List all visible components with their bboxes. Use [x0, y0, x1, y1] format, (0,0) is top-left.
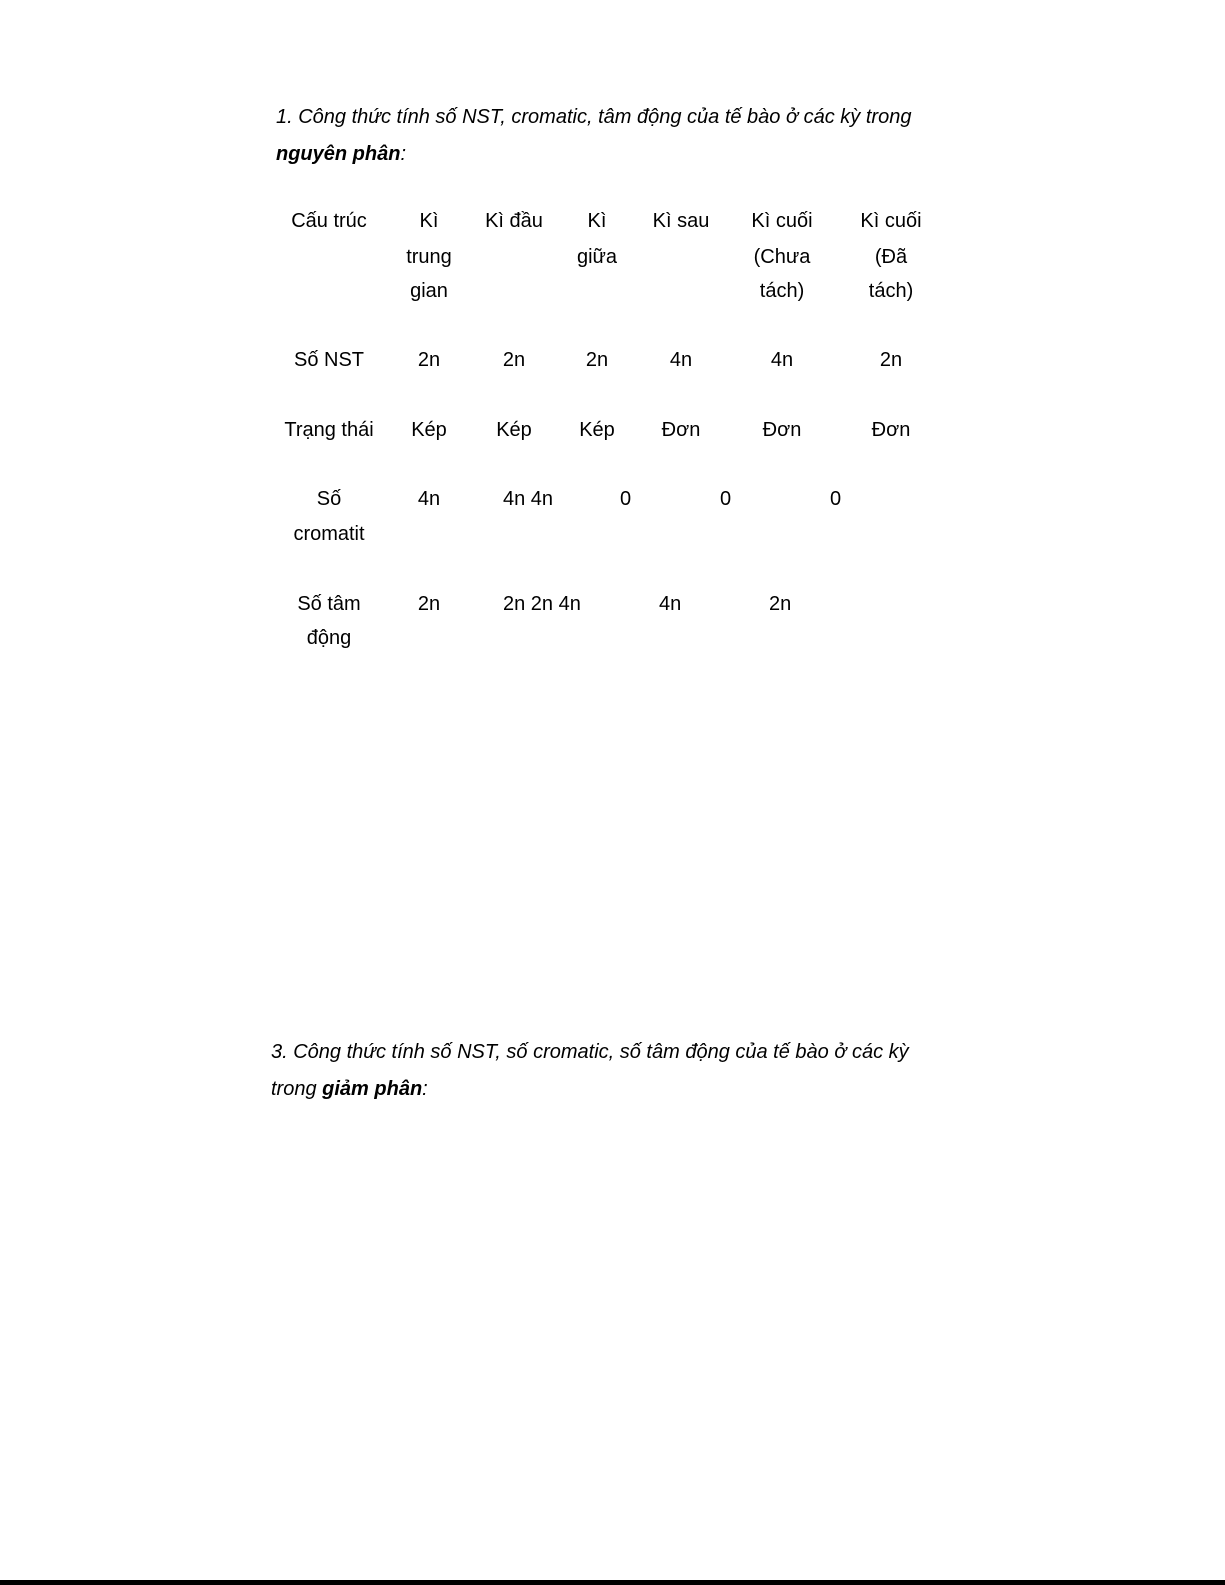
header-interphase-line2: trung — [406, 246, 452, 268]
state-row-label: Trạng thái — [284, 419, 374, 441]
nst-cell: 2n — [417, 349, 441, 371]
header-anaphase: Kì sau — [652, 210, 710, 232]
header-telophase-unsplit-line1: Kì cuối — [751, 210, 813, 232]
centromere-cell: 2n — [769, 593, 792, 615]
state-cell: Đơn — [762, 419, 802, 441]
centromere-cell: 2n 2n 4n — [503, 593, 581, 615]
nst-cell: 2n — [502, 349, 526, 371]
header-telophase-unsplit-line2: (Chưa — [753, 246, 811, 268]
header-metaphase-line2: giữa — [576, 246, 618, 268]
centromere-cell: 4n — [659, 593, 682, 615]
section-3-title-suffix: : — [422, 1078, 428, 1100]
header-telophase-unsplit-line3: tách) — [759, 280, 805, 302]
nst-cell: 2n — [879, 349, 903, 371]
header-interphase-line1: Kì — [419, 210, 439, 232]
section-3-heading — [271, 1034, 944, 1108]
section-1-title: 1. Công thức tính số NST, cromatic, tâm động của tế bào ở các kỳ trong — [276, 106, 912, 128]
header-telophase-split-line1: Kì cuối — [860, 210, 922, 232]
state-cell: Kép — [411, 419, 447, 441]
chromatid-row-label-line2: cromatit — [293, 523, 365, 545]
nst-cell: 4n — [770, 349, 794, 371]
state-cell: Đơn — [661, 419, 701, 441]
section-3-title-prefix: trong — [271, 1078, 323, 1100]
section-1-title-suffix: : — [400, 143, 407, 165]
header-prophase: Kì đầu — [485, 210, 543, 232]
section-1-heading — [276, 99, 944, 173]
chromatid-cell: 0 — [620, 488, 632, 510]
state-cell: Đơn — [871, 419, 911, 441]
nst-cell: 4n — [669, 349, 693, 371]
chromatid-cell: 0 — [830, 488, 842, 510]
chromatid-cell: 0 — [720, 488, 732, 510]
page-bottom-border — [0, 1580, 1225, 1585]
centromere-row-label-line1: Số tâm — [297, 593, 361, 615]
header-metaphase-line1: Kì — [587, 210, 607, 232]
section-3-title-bold: giảm phân — [322, 1078, 423, 1100]
header-structure: Cấu trúc — [291, 210, 367, 232]
state-cell: Kép — [579, 419, 615, 441]
header-telophase-split-line3: tách) — [868, 280, 914, 302]
state-cell: Kép — [496, 419, 532, 441]
chromatid-cell: 4n — [417, 488, 441, 510]
chromatid-row-label-line1: Số — [316, 488, 342, 510]
centromere-cell: 2n — [417, 593, 441, 615]
header-telophase-split-line2: (Đã — [874, 246, 908, 268]
section-1-title-bold: nguyên phân — [276, 143, 401, 165]
nst-cell: 2n — [585, 349, 609, 371]
nst-row-label: Số NST — [293, 349, 365, 371]
centromere-row-label-line2: động — [306, 627, 352, 649]
chromatid-cell: 4n 4n — [503, 488, 554, 510]
section-3-title: 3. Công thức tính số NST, số cromatic, số tâm động của tế bào ở các kỳ — [271, 1041, 909, 1063]
header-interphase-line3: gian — [410, 280, 448, 302]
